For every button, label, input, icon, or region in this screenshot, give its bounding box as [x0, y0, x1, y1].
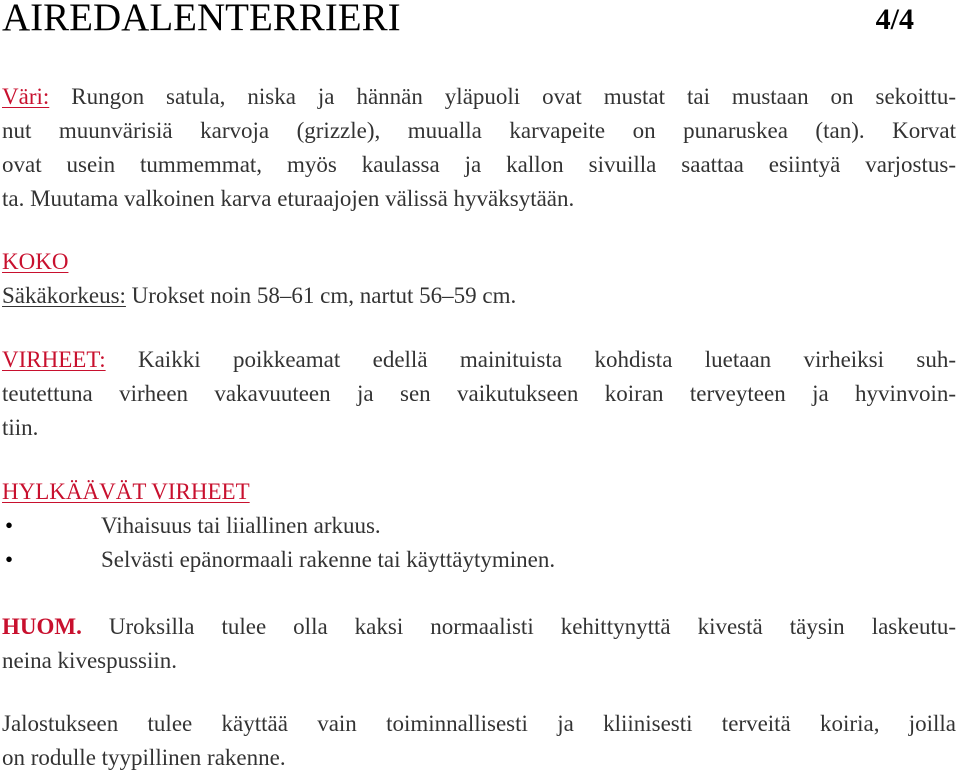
note-line-2: neina kivespussiin. — [2, 648, 178, 673]
faults-label: VIRHEET: — [2, 347, 106, 372]
faults-section — [2, 343, 956, 445]
color-label: Väri: — [2, 84, 50, 109]
size-heading: KOKO — [2, 249, 69, 274]
color-section — [2, 80, 956, 216]
size-text: Urokset noin 58–61 cm, nartut 56–59 cm. — [125, 283, 517, 308]
page-number: 4/4 — [875, 3, 914, 36]
list-item — [2, 543, 956, 577]
breeding-section — [2, 707, 956, 775]
breeding-line-2: on rodulle tyypillinen rakenne. — [2, 745, 286, 770]
faults-line-3: tiin. — [2, 415, 39, 440]
color-line-1: Väri: Rungon satula, niska ja hännän yläpuoli ovat mustat tai mustaan on sekoittu- — [2, 84, 956, 109]
size-line — [2, 279, 956, 313]
note-label: HUOM. — [2, 614, 82, 639]
faults-line-2: teutettuna virheen vakavuuteen ja sen vaikutukseen koiran terveyteen ja hyvinvoin- — [2, 381, 956, 406]
color-line-3: ovat usein tummemmat, myös kaulassa ja kallon sivuilla saattaa esiintyä varjostus- — [2, 152, 956, 177]
faults-line-1: VIRHEET: Kaikki poikkeamat edellä mainituista kohdista luetaan virheiksi suh- — [2, 347, 956, 372]
bullet-icon: • — [5, 513, 14, 538]
disqualifying-heading: HYLKÄÄVÄT VIRHEET — [2, 479, 250, 504]
list-item — [2, 509, 956, 543]
size-label: Säkäkorkeus: — [2, 283, 126, 308]
page-header — [2, 0, 914, 42]
breeding-line-1: Jalostukseen tulee käyttää vain toiminnallisesti ja kliinisesti terveitä koiria, joilla — [2, 711, 956, 736]
color-line-4: ta. Muutama valkoinen karva eturaajojen välissä hyväksytään. — [2, 186, 575, 211]
list-item-text: Vihaisuus tai liiallinen arkuus. — [101, 513, 381, 538]
note-section — [2, 610, 956, 678]
note-line-1: HUOM. Uroksilla tulee olla kaksi normaalisti kehittynyttä kivestä täysin laskeutu- — [2, 614, 956, 639]
disqualifying-section — [2, 475, 956, 577]
color-line-2: nut muunvärisiä karvoja (grizzle), muualla karvapeite on punaruskea (tan). Korvat — [2, 118, 956, 143]
page-title: AIREDALENTERRIERI — [2, 0, 401, 39]
bullet-icon: • — [5, 547, 14, 572]
list-item-text: Selvästi epänormaali rakenne tai käyttäytyminen. — [101, 547, 556, 572]
size-section — [2, 245, 956, 313]
